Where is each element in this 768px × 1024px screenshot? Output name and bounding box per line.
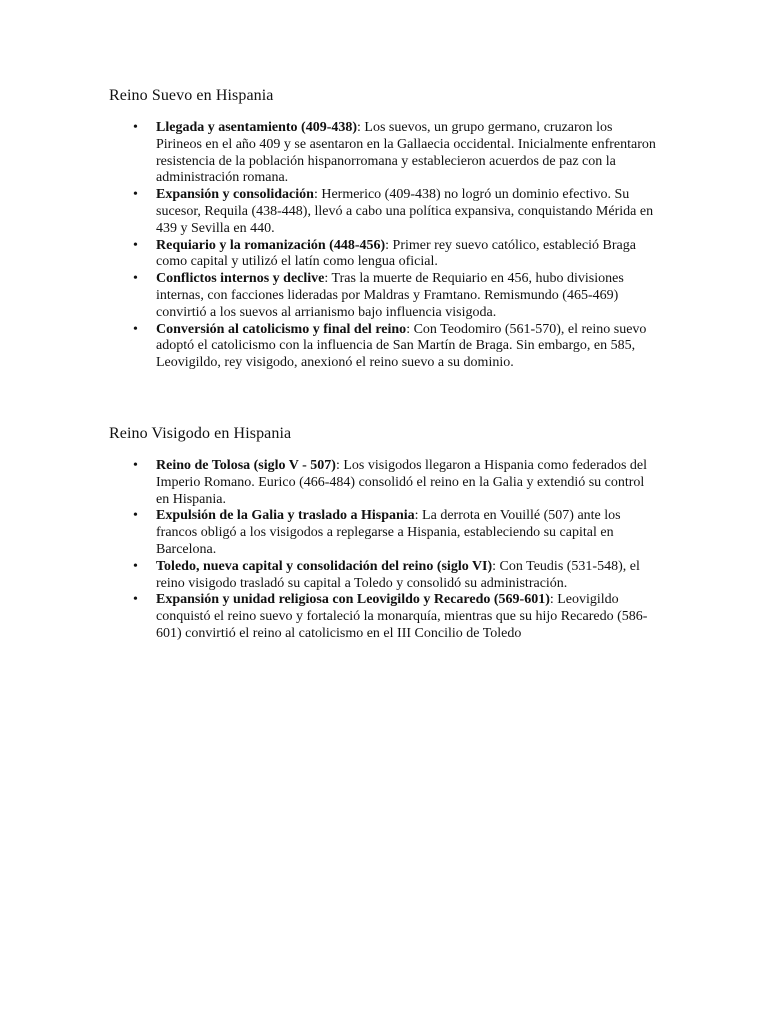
bullet-list xyxy=(109,458,669,643)
bullet-icon: • xyxy=(133,558,138,574)
list-item xyxy=(109,271,660,321)
item-text: : La derrota en Vouillé (507) ante los francos obligó a los visigodos a replegarse a Hispania, estableciendo su capital en Barcelona. xyxy=(156,508,621,557)
item-text: : Leovigildo conquistó el reino suevo y fortaleció la monarquía, mientras que su hijo Recaredo (586-601) convirtió el reino al catolicismo en el III Concilio de Toledo xyxy=(156,592,648,641)
list-item xyxy=(109,592,660,642)
list-item xyxy=(109,508,660,558)
item-term: Expansión y consolidación xyxy=(156,187,314,203)
section-reino-suevo xyxy=(109,86,669,372)
item-text: : Primer rey suevo católico, estableció Braga como capital y utilizó el latín como lengua oficial. xyxy=(156,237,636,270)
bullet-icon: • xyxy=(133,271,138,287)
item-text: : Con Teudis (531-548), el reino visigodo trasladó su capital a Toledo y consolidó su administración. xyxy=(156,558,640,591)
section-heading: Reino Visigodo en Hispania xyxy=(109,425,292,442)
item-term: Toledo, nueva capital y consolidación del reino (siglo VI) xyxy=(156,558,493,574)
bullet-icon: • xyxy=(133,120,138,135)
item-text: : Hermerico (409-438) no logró un dominio efectivo. Su sucesor, Requila (438-448), llevó a cabo una política expansiva, conquistando Mérida en 439 y Sevilla en 440. xyxy=(156,187,654,236)
bullet-icon: • xyxy=(133,321,138,337)
bullet-icon: • xyxy=(133,187,138,203)
item-term: Expulsión de la Galia y traslado a Hispania xyxy=(156,508,415,524)
item-term: Requiario y la romanización (448-456) xyxy=(156,237,386,253)
item-text: : Con Teodomiro (561-570), el reino suevo adoptó el catolicismo con la influencia de San Martín de Braga. Sin embargo, en 585, Leovigildo, rey visigodo, anexionó el reino suevo a su dominio. xyxy=(156,321,647,371)
item-text: : Los visigodos llegaron a Hispania como federados del Imperio Romano. Eurico (466-484) consolidó el reino en la Galia y extendió su control en Hispania. xyxy=(156,458,648,507)
section-heading: Reino Suevo en Hispania xyxy=(109,87,274,104)
bullet-icon: • xyxy=(133,458,138,473)
item-term: Expansión y unidad religiosa con Leovigildo y Recaredo (569-601) xyxy=(156,592,550,608)
list-item xyxy=(109,322,660,372)
list-item xyxy=(109,238,660,272)
item-text: : Los suevos, un grupo germano, cruzaron los Pirineos en el año 409 y se asentaron en la Gallaecia occidental. Inicialmente enfrentaron resistencia de la población hispanorromana y establecieron acuerdos de paz con la administración romana. xyxy=(156,120,656,186)
bullet-icon: • xyxy=(133,508,138,524)
bullet-icon: • xyxy=(133,237,138,253)
bullet-icon: • xyxy=(133,592,138,608)
item-term: Conversión al catolicismo y final del reino xyxy=(156,321,407,337)
item-term: Reino de Tolosa (siglo V - 507) xyxy=(156,458,336,473)
list-item xyxy=(109,559,660,593)
item-text: : Tras la muerte de Requiario en 456, hubo divisiones internas, con facciones lideradas por Maldras y Framtano. Remismundo (465-469) convirtió a los suevos al arrianismo bajo influencia visigoda. xyxy=(156,271,624,320)
list-item xyxy=(109,458,660,508)
list-item xyxy=(109,120,660,187)
list-item xyxy=(109,187,660,237)
item-term: Conflictos internos y declive xyxy=(156,271,325,287)
item-term: Llegada y asentamiento (409-438) xyxy=(156,120,358,135)
bullet-list xyxy=(109,120,669,372)
section-reino-visigodo xyxy=(109,424,669,643)
